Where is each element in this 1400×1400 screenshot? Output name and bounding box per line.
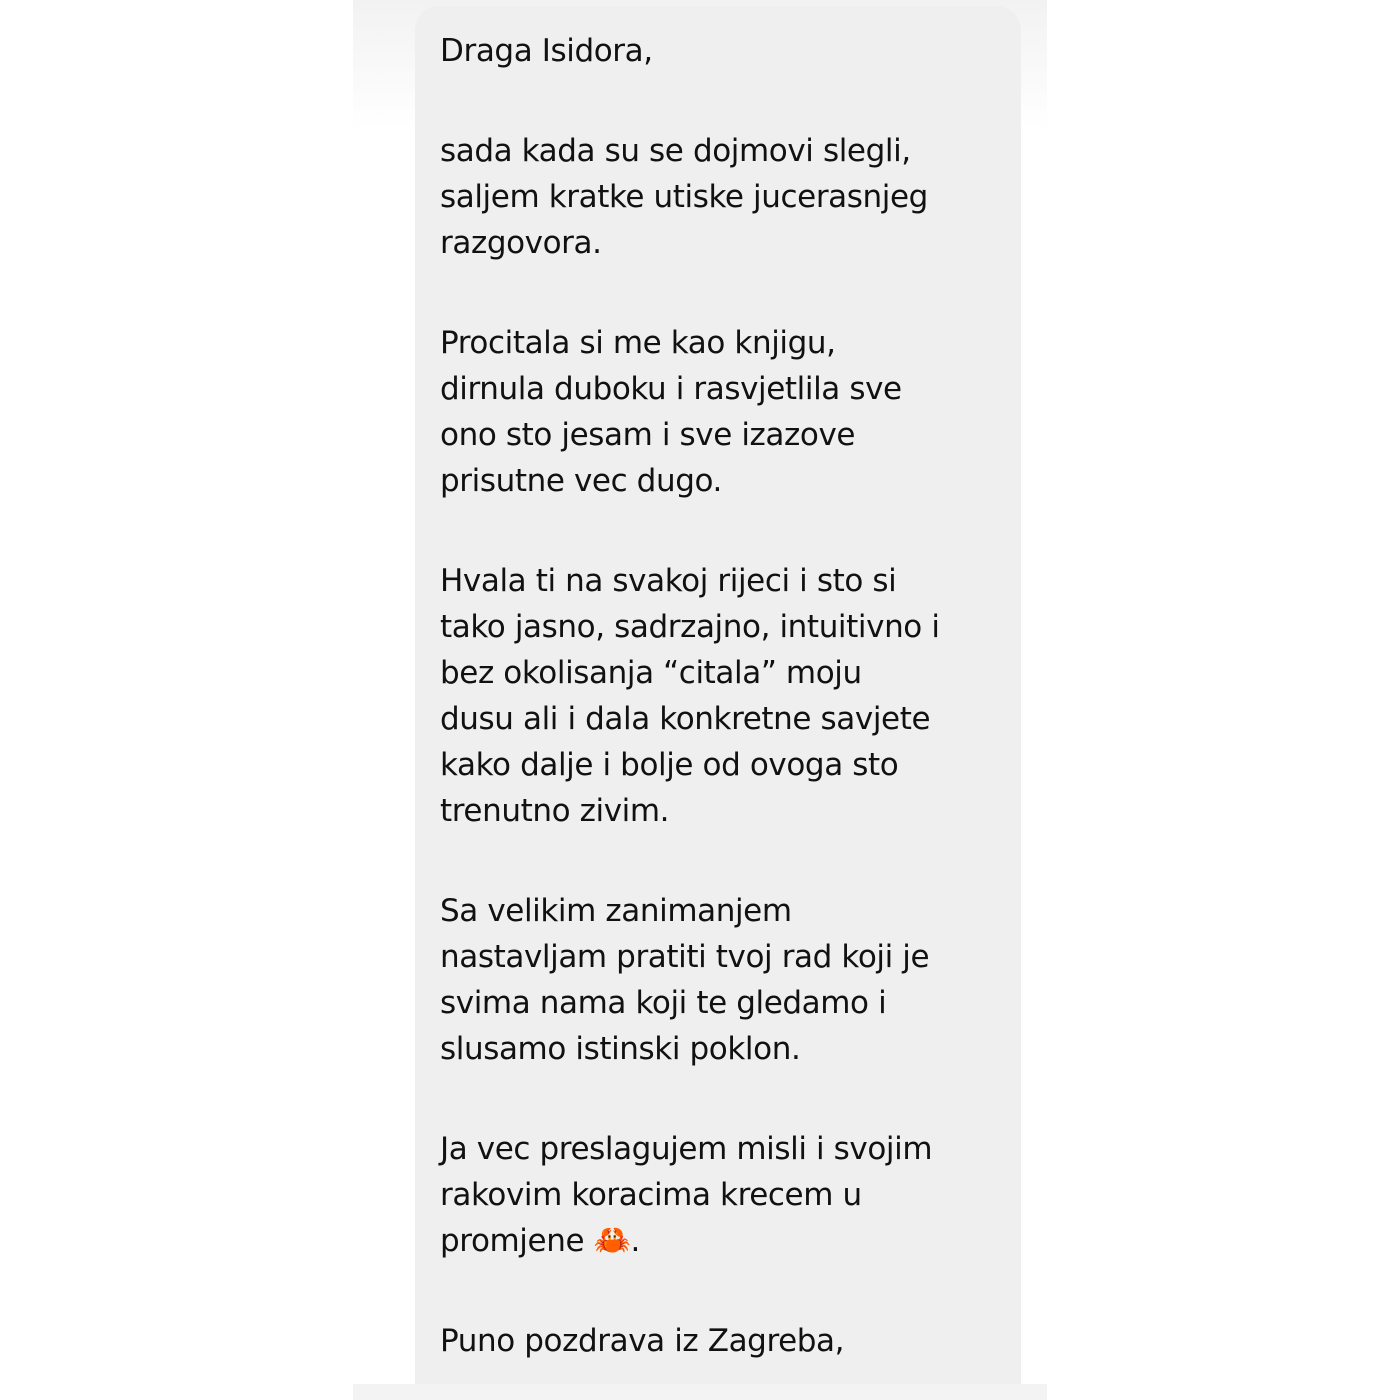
paragraph-gap <box>440 74 1015 128</box>
paragraph-3-line-6: trenutno zivim. <box>440 793 670 829</box>
paragraph-4-line-4: slusamo istinski poklon. <box>440 1031 801 1067</box>
paragraph-2-line-4: prisutne vec dugo. <box>440 463 722 499</box>
paragraph-1-line-2: saljem kratke utiske jucerasnjeg <box>440 179 928 215</box>
paragraph-5-line-3-end: . <box>630 1223 641 1259</box>
greeting-line: Draga Isidora, <box>440 33 653 69</box>
paragraph-1-line-3: razgovora. <box>440 225 602 261</box>
message-text <box>440 28 1015 1364</box>
paragraph-gap <box>440 834 1015 888</box>
paragraph-4-line-3: svima nama koji te gledamo i <box>440 985 887 1021</box>
paragraph-2-line-1: Procitala si me kao knjigu, <box>440 325 836 361</box>
paragraph-5-line-3-text: promjene <box>440 1223 594 1259</box>
paragraph-5-line-2: rakovim koracima krecem u <box>440 1177 862 1213</box>
message-screen <box>353 0 1047 1400</box>
paragraph-3-line-5: kako dalje i bolje od ovoga sto <box>440 747 899 783</box>
paragraph-3-line-1: Hvala ti na svakoj rijeci i sto si <box>440 563 897 599</box>
paragraph-5-line-3 <box>440 1218 1015 1264</box>
paragraph-3-line-2: tako jasno, sadrzajno, intuitivno i <box>440 609 940 645</box>
paragraph-1-line-1: sada kada su se dojmovi slegli, <box>440 133 911 169</box>
paragraph-5-line-1: Ja vec preslagujem misli i svojim <box>440 1131 933 1167</box>
paragraph-3-line-4: dusu ali i dala konkretne savjete <box>440 701 931 737</box>
closing-line: Puno pozdrava iz Zagreba, <box>440 1323 845 1359</box>
paragraph-gap <box>440 1264 1015 1318</box>
paragraph-gap <box>440 266 1015 320</box>
paragraph-2-line-2: dirnula duboku i rasvjetlila sve <box>440 371 902 407</box>
paragraph-2-line-3: ono sto jesam i sve izazove <box>440 417 856 453</box>
paragraph-4-line-1: Sa velikim zanimanjem <box>440 893 792 929</box>
paragraph-3-line-3: bez okolisanja “citala” moju <box>440 655 862 691</box>
message-bubble[interactable] <box>415 6 1021 1400</box>
crab-icon: 🦀 <box>593 1223 631 1258</box>
paragraph-gap <box>440 504 1015 558</box>
paragraph-gap <box>440 1072 1015 1126</box>
paragraph-4-line-2: nastavljam pratiti tvoj rad koji je <box>440 939 930 975</box>
bottom-strip <box>353 1384 1047 1400</box>
